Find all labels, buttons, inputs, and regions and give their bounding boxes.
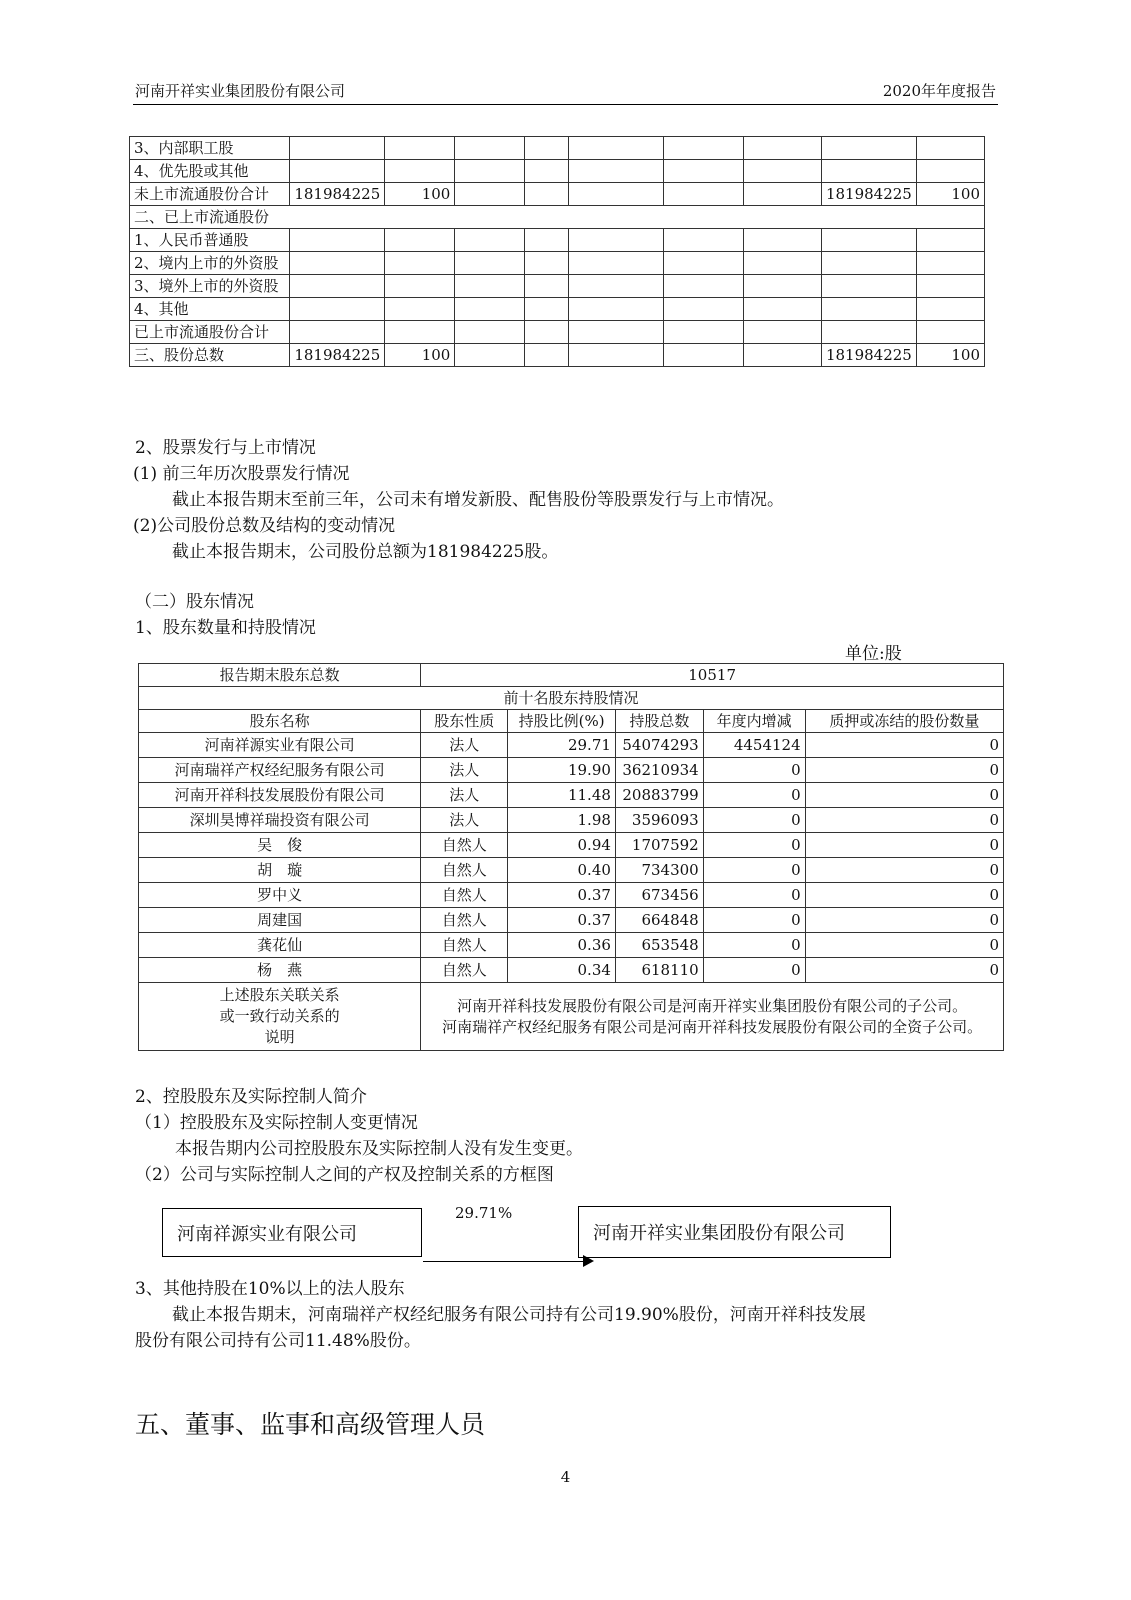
holder-ratio: 19.90 bbox=[508, 758, 616, 783]
share-cell bbox=[663, 183, 743, 206]
share-cell bbox=[916, 137, 984, 160]
share-cell bbox=[663, 344, 743, 367]
chapter-heading: 五、董事、监事和高级管理人员 bbox=[135, 1410, 486, 1439]
table-row bbox=[139, 883, 1004, 908]
share-cell bbox=[663, 321, 743, 344]
share-cell: 181984225 bbox=[821, 344, 916, 367]
share-section-label: 二、已上市流通股份 bbox=[130, 206, 985, 229]
holder-name: 罗中义 bbox=[139, 883, 421, 908]
header-company: 河南开祥实业集团股份有限公司 bbox=[135, 82, 346, 100]
share-cell: 181984225 bbox=[290, 344, 385, 367]
subsection-title: （1）控股股东及实际控制人变更情况 bbox=[135, 1113, 418, 1133]
box-parent-company bbox=[162, 1208, 422, 1257]
share-row bbox=[130, 160, 985, 183]
note-content bbox=[421, 983, 1004, 1051]
share-cell bbox=[455, 229, 525, 252]
holder-name: 河南开祥科技发展股份有限公司 bbox=[139, 783, 421, 808]
holder-pledged: 0 bbox=[805, 758, 1003, 783]
share-cell bbox=[743, 160, 821, 183]
ownership-percent: 29.71% bbox=[455, 1204, 513, 1222]
column-header: 持股总数 bbox=[615, 710, 703, 733]
holder-type: 法人 bbox=[421, 783, 508, 808]
share-cell: 181984225 bbox=[821, 183, 916, 206]
holder-type: 自然人 bbox=[421, 858, 508, 883]
share-cell bbox=[916, 275, 984, 298]
holder-shares: 673456 bbox=[615, 883, 703, 908]
holder-ratio: 0.37 bbox=[508, 908, 616, 933]
share-cell bbox=[743, 275, 821, 298]
share-cell bbox=[290, 160, 385, 183]
share-cell bbox=[663, 275, 743, 298]
section-title: 2、股票发行与上市情况 bbox=[135, 438, 316, 458]
share-cell bbox=[385, 160, 455, 183]
share-cell bbox=[663, 160, 743, 183]
holder-pledged: 0 bbox=[805, 883, 1003, 908]
box-subsidiary-label: 河南开祥实业集团股份有限公司 bbox=[593, 1223, 845, 1244]
holder-name: 杨 燕 bbox=[139, 958, 421, 983]
holder-change: 0 bbox=[703, 958, 805, 983]
holder-pledged: 0 bbox=[805, 933, 1003, 958]
holder-change: 0 bbox=[703, 833, 805, 858]
share-cell bbox=[916, 229, 984, 252]
share-cell bbox=[455, 137, 525, 160]
holder-name: 河南瑞祥产权经纪服务有限公司 bbox=[139, 758, 421, 783]
share-row-label: 4、其他 bbox=[130, 298, 290, 321]
holder-type: 法人 bbox=[421, 808, 508, 833]
holder-type: 自然人 bbox=[421, 908, 508, 933]
column-header: 股东性质 bbox=[421, 710, 508, 733]
section-title: 2、控股股东及实际控制人简介 bbox=[135, 1087, 367, 1107]
holder-name: 深圳昊博祥瑞投资有限公司 bbox=[139, 808, 421, 833]
share-cell bbox=[916, 252, 984, 275]
holder-shares: 653548 bbox=[615, 933, 703, 958]
top10-label: 前十名股东持股情况 bbox=[139, 687, 1004, 710]
paragraph: 截止本报告期末，公司股份总额为181984225股。 bbox=[172, 542, 559, 562]
share-cell bbox=[385, 321, 455, 344]
table-row bbox=[139, 858, 1004, 883]
share-cell bbox=[821, 275, 916, 298]
share-cell bbox=[385, 137, 455, 160]
share-cell bbox=[821, 321, 916, 344]
column-header-row bbox=[139, 710, 1004, 733]
note-row bbox=[139, 983, 1004, 1051]
holder-pledged: 0 bbox=[805, 808, 1003, 833]
unit-label: 单位:股 bbox=[845, 644, 902, 664]
header-report: 2020年年度报告 bbox=[882, 82, 996, 100]
table-row bbox=[139, 958, 1004, 983]
shareholders-table bbox=[138, 663, 1004, 1051]
paragraph: 截止本报告期末，河南瑞祥产权经纪服务有限公司持有公司19.90%股份，河南开祥科技发展 bbox=[172, 1305, 866, 1325]
share-row-label: 三、股份总数 bbox=[130, 344, 290, 367]
share-row-label: 未上市流通股份合计 bbox=[130, 183, 290, 206]
share-cell bbox=[525, 298, 569, 321]
share-cell bbox=[455, 321, 525, 344]
share-cell bbox=[821, 160, 916, 183]
table-row bbox=[139, 733, 1004, 758]
arrow-line bbox=[423, 1261, 585, 1262]
share-cell bbox=[525, 252, 569, 275]
share-row bbox=[130, 229, 985, 252]
share-cell bbox=[821, 252, 916, 275]
table-row bbox=[139, 783, 1004, 808]
holder-change: 4454124 bbox=[703, 733, 805, 758]
column-header: 股东名称 bbox=[139, 710, 421, 733]
share-cell bbox=[663, 137, 743, 160]
share-cell bbox=[743, 298, 821, 321]
total-row bbox=[139, 664, 1004, 687]
share-cell bbox=[455, 160, 525, 183]
box-parent-label: 河南祥源实业有限公司 bbox=[177, 1223, 357, 1245]
holder-change: 0 bbox=[703, 883, 805, 908]
share-row bbox=[130, 321, 985, 344]
share-row-label: 3、境外上市的外资股 bbox=[130, 275, 290, 298]
holder-name: 周建国 bbox=[139, 908, 421, 933]
share-cell: 181984225 bbox=[290, 183, 385, 206]
share-cell bbox=[385, 229, 455, 252]
note-label bbox=[139, 983, 421, 1051]
share-cell bbox=[290, 252, 385, 275]
subsection-title: (2)公司股份总数及结构的变动情况 bbox=[133, 516, 396, 536]
share-row bbox=[130, 206, 985, 229]
holder-ratio: 0.34 bbox=[508, 958, 616, 983]
holder-type: 法人 bbox=[421, 733, 508, 758]
header-divider bbox=[133, 104, 998, 105]
holder-type: 自然人 bbox=[421, 933, 508, 958]
share-row bbox=[130, 275, 985, 298]
subsection-title: 1、股东数量和持股情况 bbox=[135, 618, 316, 638]
share-row bbox=[130, 183, 985, 206]
holder-shares: 20883799 bbox=[615, 783, 703, 808]
share-cell bbox=[525, 137, 569, 160]
share-cell bbox=[290, 321, 385, 344]
share-cell bbox=[455, 298, 525, 321]
holder-name: 龚花仙 bbox=[139, 933, 421, 958]
share-row-label: 1、人民币普通股 bbox=[130, 229, 290, 252]
holder-ratio: 0.37 bbox=[508, 883, 616, 908]
share-cell bbox=[743, 229, 821, 252]
share-cell bbox=[455, 344, 525, 367]
share-cell bbox=[455, 275, 525, 298]
holder-pledged: 0 bbox=[805, 858, 1003, 883]
share-cell bbox=[525, 229, 569, 252]
holder-name: 胡 璇 bbox=[139, 858, 421, 883]
share-cell bbox=[290, 137, 385, 160]
paragraph: 股份有限公司持有公司11.48%股份。 bbox=[135, 1331, 421, 1351]
table-row bbox=[139, 808, 1004, 833]
page-number: 4 bbox=[560, 1468, 571, 1486]
share-row-label: 2、境内上市的外资股 bbox=[130, 252, 290, 275]
holder-type: 自然人 bbox=[421, 833, 508, 858]
share-cell bbox=[385, 252, 455, 275]
holder-pledged: 0 bbox=[805, 733, 1003, 758]
section-title: 3、其他持股在10%以上的法人股东 bbox=[135, 1279, 405, 1299]
column-header: 持股比例(%) bbox=[508, 710, 616, 733]
share-row bbox=[130, 344, 985, 367]
holder-change: 0 bbox=[703, 783, 805, 808]
holder-ratio: 29.71 bbox=[508, 733, 616, 758]
total-label: 报告期末股东总数 bbox=[139, 664, 421, 687]
holder-change: 0 bbox=[703, 908, 805, 933]
share-cell bbox=[525, 275, 569, 298]
holder-change: 0 bbox=[703, 808, 805, 833]
holder-ratio: 1.98 bbox=[508, 808, 616, 833]
share-cell bbox=[663, 229, 743, 252]
holder-shares: 36210934 bbox=[615, 758, 703, 783]
share-row bbox=[130, 252, 985, 275]
share-cell bbox=[743, 183, 821, 206]
holder-name: 河南祥源实业有限公司 bbox=[139, 733, 421, 758]
holder-shares: 664848 bbox=[615, 908, 703, 933]
table-row bbox=[139, 758, 1004, 783]
total-value: 10517 bbox=[421, 664, 1004, 687]
share-cell bbox=[525, 344, 569, 367]
paragraph: 截止本报告期末至前三年，公司未有增发新股、配售股份等股票发行与上市情况。 bbox=[172, 490, 784, 510]
share-cell bbox=[743, 137, 821, 160]
share-cell bbox=[569, 321, 663, 344]
share-cell bbox=[569, 137, 663, 160]
column-header: 年度内增减 bbox=[703, 710, 805, 733]
section-heading: （二）股东情况 bbox=[135, 592, 254, 612]
holder-ratio: 0.40 bbox=[508, 858, 616, 883]
holder-pledged: 0 bbox=[805, 908, 1003, 933]
holder-name: 吴 俊 bbox=[139, 833, 421, 858]
column-header: 质押或冻结的股份数量 bbox=[805, 710, 1003, 733]
share-cell bbox=[385, 275, 455, 298]
holder-pledged: 0 bbox=[805, 833, 1003, 858]
share-cell bbox=[569, 275, 663, 298]
holder-shares: 3596093 bbox=[615, 808, 703, 833]
table-row bbox=[139, 933, 1004, 958]
share-cell bbox=[290, 275, 385, 298]
share-cell bbox=[663, 252, 743, 275]
holder-change: 0 bbox=[703, 933, 805, 958]
share-cell bbox=[663, 298, 743, 321]
share-cell bbox=[916, 160, 984, 183]
share-cell bbox=[821, 229, 916, 252]
holder-change: 0 bbox=[703, 858, 805, 883]
share-cell bbox=[916, 298, 984, 321]
share-cell bbox=[916, 321, 984, 344]
share-cell bbox=[455, 183, 525, 206]
box-subsidiary-company bbox=[578, 1206, 891, 1258]
holder-type: 自然人 bbox=[421, 883, 508, 908]
share-cell bbox=[569, 298, 663, 321]
share-cell bbox=[290, 298, 385, 321]
holder-shares: 54074293 bbox=[615, 733, 703, 758]
share-cell bbox=[743, 321, 821, 344]
holder-change: 0 bbox=[703, 758, 805, 783]
share-cell: 100 bbox=[385, 183, 455, 206]
share-row-label: 4、优先股或其他 bbox=[130, 160, 290, 183]
share-cell bbox=[525, 321, 569, 344]
share-row bbox=[130, 298, 985, 321]
share-cell: 100 bbox=[916, 344, 984, 367]
share-row-label: 已上市流通股份合计 bbox=[130, 321, 290, 344]
share-cell bbox=[821, 298, 916, 321]
share-cell bbox=[569, 160, 663, 183]
share-row-label: 3、内部职工股 bbox=[130, 137, 290, 160]
holder-shares: 1707592 bbox=[615, 833, 703, 858]
holder-ratio: 11.48 bbox=[508, 783, 616, 808]
subsection-title: (1) 前三年历次股票发行情况 bbox=[133, 464, 350, 484]
share-cell bbox=[455, 252, 525, 275]
share-cell bbox=[569, 344, 663, 367]
share-cell bbox=[525, 183, 569, 206]
share-cell bbox=[743, 252, 821, 275]
share-structure-table bbox=[129, 136, 985, 367]
share-cell bbox=[743, 344, 821, 367]
holder-ratio: 0.36 bbox=[508, 933, 616, 958]
subsection-title: （2）公司与实际控制人之间的产权及控制关系的方框图 bbox=[135, 1165, 554, 1185]
share-cell bbox=[569, 183, 663, 206]
share-cell bbox=[569, 252, 663, 275]
paragraph: 本报告期内公司控股股东及实际控制人没有发生变更。 bbox=[175, 1139, 583, 1159]
share-cell bbox=[569, 229, 663, 252]
share-cell bbox=[525, 160, 569, 183]
note-line: 河南开祥科技发展股份有限公司是河南开祥实业集团股份有限公司的子公司。 bbox=[457, 996, 968, 1015]
holder-pledged: 0 bbox=[805, 783, 1003, 808]
holder-shares: 618110 bbox=[615, 958, 703, 983]
share-cell: 100 bbox=[385, 344, 455, 367]
note-line: 河南瑞祥产权经纪服务有限公司是河南开祥科技发展股份有限公司的全资子公司。 bbox=[442, 1017, 983, 1036]
share-cell bbox=[821, 137, 916, 160]
holder-type: 法人 bbox=[421, 758, 508, 783]
note-label-text: 上述股东关联关系或一致行动关系的说明 bbox=[219, 986, 340, 1046]
holder-ratio: 0.94 bbox=[508, 833, 616, 858]
top10-row bbox=[139, 687, 1004, 710]
table-row bbox=[139, 833, 1004, 858]
holder-pledged: 0 bbox=[805, 958, 1003, 983]
holder-shares: 734300 bbox=[615, 858, 703, 883]
share-cell bbox=[290, 229, 385, 252]
share-row bbox=[130, 137, 985, 160]
share-cell bbox=[385, 298, 455, 321]
table-row bbox=[139, 908, 1004, 933]
share-cell: 100 bbox=[916, 183, 984, 206]
holder-type: 自然人 bbox=[421, 958, 508, 983]
